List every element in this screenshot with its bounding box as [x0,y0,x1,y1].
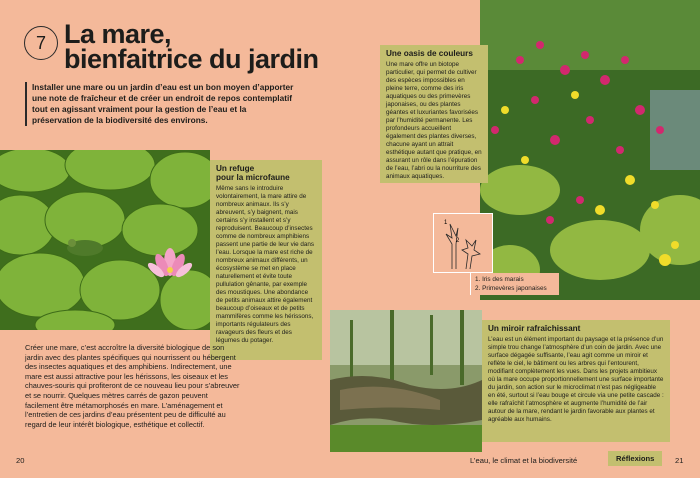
page-number-right: 21 [675,456,684,465]
mirror-sidebar: Un miroir rafraîchissant L’eau est un élément important du paysage et la présence d’un simple trou change l’atmosphère d’un coin de jardin. Avec une surface dégagée suffisante, l’eau agit comme un miroir et reflète le ciel, le bâtiment ou les arbres qui l’entourent, modifiant complètement les vues. Dans les projets ambitieux où la mare occupe proportionnellement une surface importante du jardin, son action sur le microclimat n’est pas négligeable en été, surtout si l’eau bouge et circule via une petite cascade : elle rafraîchit l’atmosphère et augmente l’humidité de l’air autour de la mare, rendant le jardin favorable aux plantes et agréable aux humains. [482,320,670,442]
lily-pad-frog-photo [0,150,210,330]
oasis-sidebar: Une oasis de couleurs Une mare offre un biotope particulier, qui permet de cultiver des espèces impossibles en pleine terre, comme des iris aquatiques ou des primevères japonaises, ou des plantes géantes et luxuriantes favorisées par l’humidité permanente. Les profondeurs accueillent également des plantes diverses, chacune ayant un attrait esthétique autant que pratique, en assurant un rôle dans l’épuration de l’eau, l’abri ou la nourriture des animaux aquatiques. [380,45,488,183]
refuge-sidebar: Un refuge pour la microfaune Même sans le introduire volontairement, la mare attire de nombreux animaux. Ils s’y abreuvent, s’y baignent, mais certains s’y installent et s’y reproduisent. Beaucoup d’insectes comme de nombreux amphibiens passent une partie de leur vie dans l’eau. Lorsque la mare est riche de nombreux animaux différents, un écosystème se met en place naturellement et évite toute pullulation gênante, par exemple des moustiques. Une abondance de petits animaux attire également beaucoup d’oiseaux et de petits mammifères comme les hérissons, importants régulateurs des ravageurs des fleurs et des légumes du potager. [210,160,322,360]
plant-legend [470,273,559,295]
pond-reflection-photo [330,310,482,452]
diagram-label-1: 1 [444,220,448,226]
section-badge: Réflexions [608,451,662,466]
running-title: L’eau, le climat et la biodiversité [470,456,578,465]
body-paragraph: Créer une mare, c’est accroître la diversité biologique de son jardin avec des plantes spécifiques qui nourrissent ou hébergent des insectes aquatiques et des amphibiens. Indirectement, une mare est aussi attractive pour les hérissons, les oiseaux et les chauves-souris qui profiteront de ce nouveau lieu pour s’abreuver et se nourrir. Quelques mètres carrés de gazon peuvent facilement être métamorphosés en mare. L’aménagement et l’entretien de ces jardins d’eau présentent peu de difficulté au regard de leur intérêt biologique, esthétique et collectif. [25,343,240,429]
chapter-number: 7 [24,26,58,60]
intro-paragraph: Installer une mare ou un jardin d’eau est un bon moyen d’apporter une note de fraîcheur et de créer un endroit de repos contemplatif tout en agissant vraiment pour la gestion de l’eau et la préservation de la biodiversité des environs. [25,82,297,126]
legend-item: 2. Primevères japonaises [475,285,547,292]
plant-diagram [433,213,493,273]
page-number-left: 20 [16,456,25,465]
diagram-label-2: 2 [456,238,460,244]
legend-item: 1. Iris des marais [475,276,524,283]
page-title: La mare, bienfaitrice du jardin [64,19,319,74]
flower-garden-photo [480,0,700,300]
